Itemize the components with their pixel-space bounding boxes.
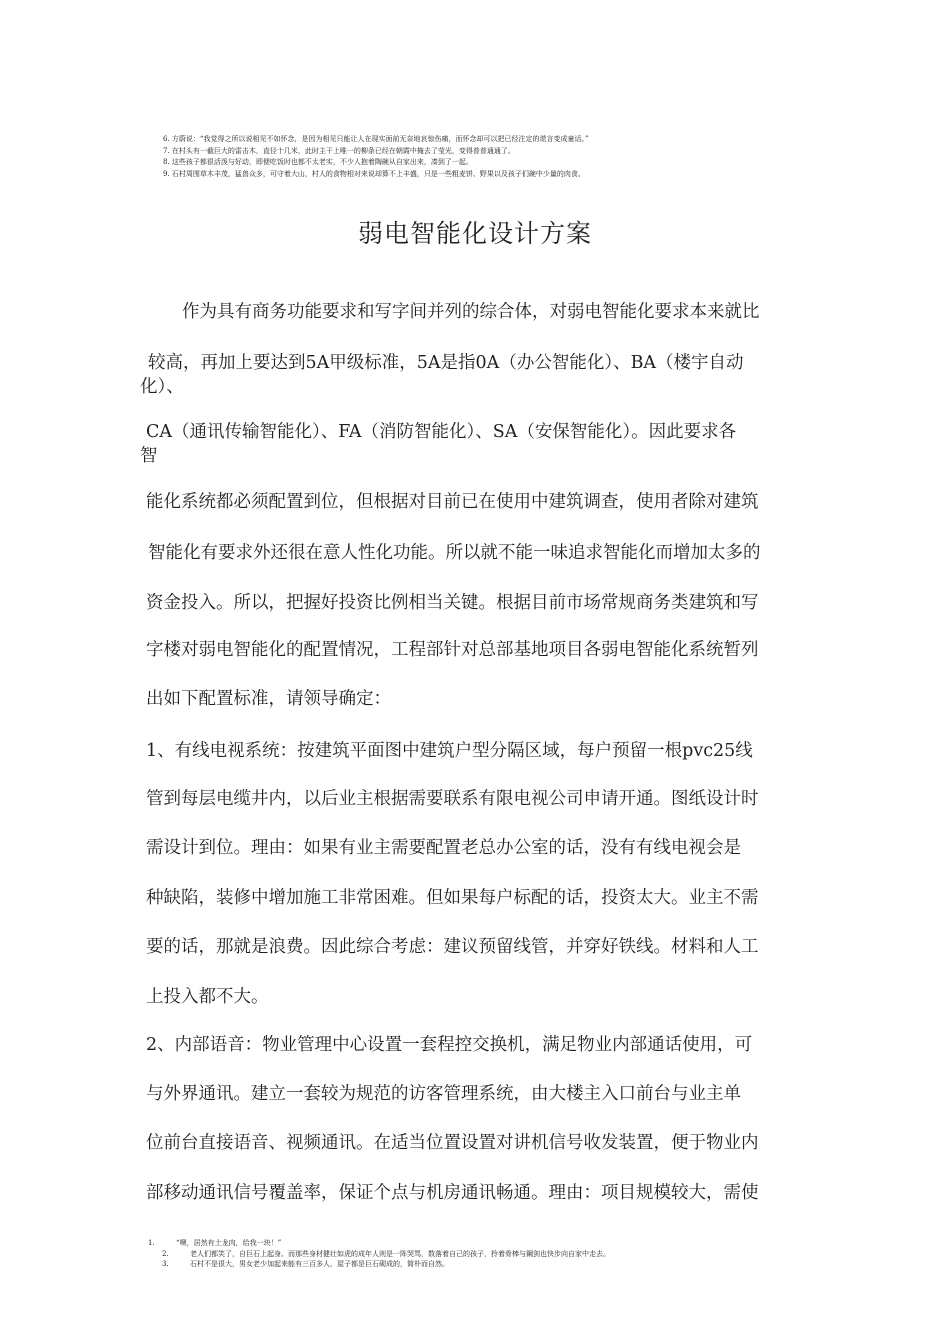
footnote-number: 1. xyxy=(148,1239,155,1247)
footnote xyxy=(148,1238,868,1249)
footnote xyxy=(148,1259,868,1270)
top-note: 7. 在村头有一截巨大的雷击木，直径十几米，此时主干上唯一的柳条已经在朝霞中掩去了莹光，变得普普通通了。 xyxy=(163,146,515,155)
body-line: 位前台直接语音、视频通讯。在适当位置设置对讲机信号收发装置，便于物业内 xyxy=(146,1133,759,1153)
body-line: 与外界通讯。建立一套较为规范的访客管理系统，由大楼主入口前台与业主单 xyxy=(146,1084,741,1104)
body-line: 上投入都不大。 xyxy=(146,987,269,1007)
footnote-text: 石村不是很大，男女老少加起来能有三百多人，屋子都是巨石砌成的，简朴而自然。 xyxy=(190,1260,449,1268)
footnote xyxy=(148,1249,868,1260)
body-line: 智能化有要求外还很在意人性化功能。所以就不能一味追求智能化而增加太多的 xyxy=(148,543,761,563)
body-line: 种缺陷，装修中增加施工非常困难。但如果每户标配的话，投资太大。业主不需 xyxy=(146,888,759,908)
body-line: 需设计到位。理由：如果有业主需要配置老总办公室的话，没有有线电视会是 xyxy=(146,838,741,858)
footnote-number: 2. xyxy=(162,1249,169,1258)
body-line: 较高，再加上要达到5A甲级标准，5A是指0A（办公智能化）、BA（楼宇自动 xyxy=(148,353,744,373)
body-line: 能化系统都必须配置到位，但根据对目前已在使用中建筑调查，使用者除对建筑 xyxy=(146,492,759,512)
body-line: 智 xyxy=(140,446,158,466)
footnote-text: “噢，居然有土龙肉，给我一块！” xyxy=(176,1239,282,1247)
body-line: 字楼对弱电智能化的配置情况，工程部针对总部基地项目各弱电智能化系统暂列 xyxy=(146,640,759,660)
footnote-text: 老人们都笑了，自巨石上起身。而那些身材健壮如虎的成年人则是一阵哭骂，数落着自己的孩子，拎着骨棒与鋼剑也快步向自家中走去。 xyxy=(190,1249,610,1258)
top-note: 9. 石村周围草木丰茂，猛兽众多，可守着大山，村人的食物相对来说却算不上丰盛，只是一些粗麦饼、野果以及孩子们碗中少量的肉食。 xyxy=(163,169,585,178)
body-line: 部移动通讯信号覆盖率，保证个点与机房通讯畅通。理由：项目规模较大，需使 xyxy=(146,1183,759,1203)
footnote-number: 3. xyxy=(162,1260,169,1268)
top-note: 8. 这些孩子都很活泼与好动，即便吃饭时也都不太老实，不少人抱着陶碗从自家出来，凑到了一起。 xyxy=(163,158,473,166)
body-line: 化）、 xyxy=(140,377,184,397)
body-line: CA（通讯传输智能化）、FA（消防智能化）、SA（安保智能化）。因此要求各 xyxy=(146,422,737,442)
body-line: 出如下配置标准，请领导确定： xyxy=(146,689,391,709)
body-line: 1、有线电视系统：按建筑平面图中建筑户型分隔区域，每户预留一根pvc25线 xyxy=(146,741,753,761)
top-notes xyxy=(163,134,883,180)
footnotes xyxy=(148,1238,868,1270)
body-line: 2、内部语音：物业管理中心设置一套程控交换机，满足物业内部通话使用，可 xyxy=(146,1035,753,1055)
body-line: 作为具有商务功能要求和写字间并列的综合体，对弱电智能化要求本来就比 xyxy=(182,302,760,322)
body-line: 要的话，那就是浪费。因此综合考虑：建议预留线管，并穿好铁线。材料和人工 xyxy=(146,937,759,957)
body-line: 管到每层电缆井内，以后业主根据需要联系有限电视公司申请开通。图纸设计时 xyxy=(146,789,759,809)
body-line: 资金投入。所以，把握好投资比例相当关键。根据目前市场常规商务类建筑和写 xyxy=(146,593,759,613)
document-title: 弱电智能化设计方案 xyxy=(357,219,592,248)
top-note: 6. 方蔚说：“我觉得之所以说相见不如怀念，是因为相见只能让人在现实面前无奈地哀惊伤痛，而怀念却可以把已经注定的谎言变成童话。” xyxy=(163,135,589,143)
